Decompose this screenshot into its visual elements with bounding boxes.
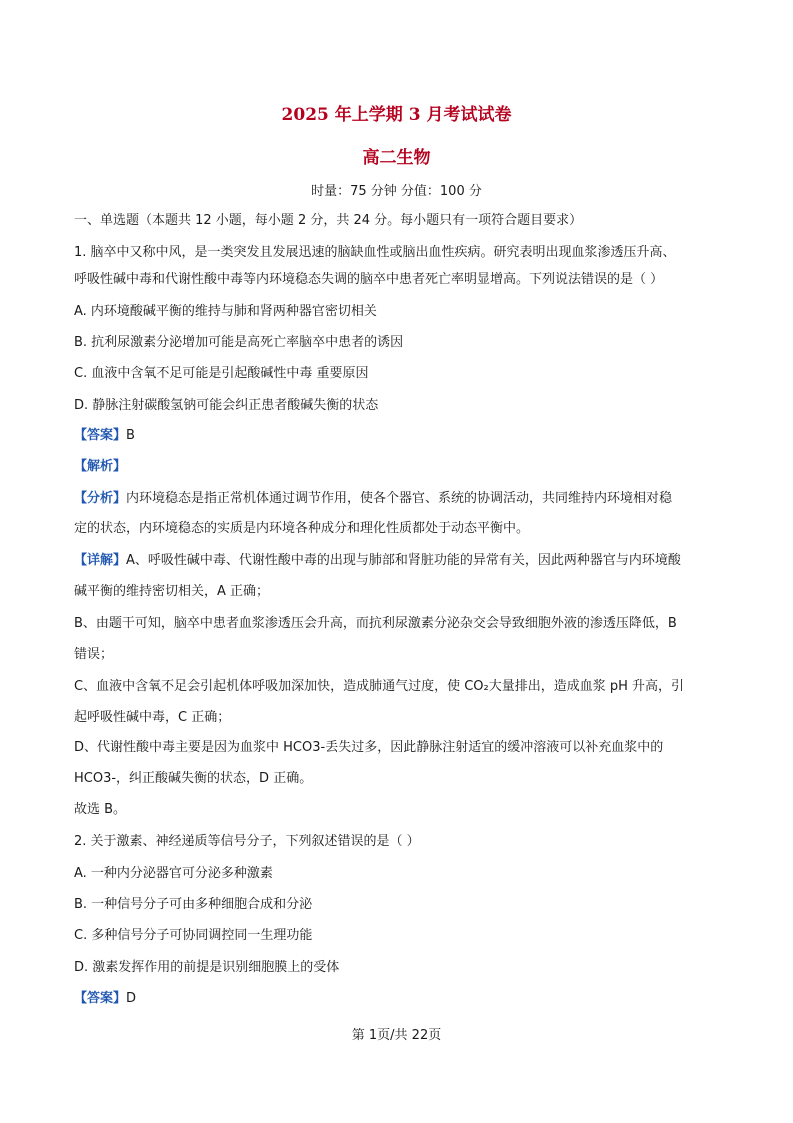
fenxi-tag: 【分析】 xyxy=(74,491,127,506)
q1-stem-line-2: 呼吸性碱中毒和代谢性酸中毒等内环境稳态失调的脑卒中患者死亡率明显增高。下列说法错误的是（ ） xyxy=(74,272,664,287)
exam-meta: 时量：75 分钟 分值：100 分 xyxy=(311,184,482,199)
q1-xiangjie-b-line-2: 错误； xyxy=(74,647,114,662)
q1-fenxi-line-2: 定的状态，内环境稳态的实质是内环境各种成分和理化性质都处于动态平衡中。 xyxy=(74,521,530,536)
q2-stem: 2. 关于激素、神经递质等信号分子，下列叙述错误的是（ ） xyxy=(74,834,420,849)
answer-tag: 【答案】 xyxy=(74,991,127,1006)
fenxi-text-1: 内环境稳态是指正常机体通过调节作用，使各个器官、系统的协调活动，共同维持内环境相对稳 xyxy=(126,491,673,506)
q1-fenxi-line-1 xyxy=(74,491,724,507)
q1-xiangjie-a-line-1 xyxy=(74,553,724,569)
exam-title: 2025 年上学期 3 月考试试卷 xyxy=(281,105,512,125)
section-heading: 一、单选题（本题共 12 小题，每小题 2 分，共 24 分。每小题只有一项符合题目要求） xyxy=(74,213,583,228)
answer-value: B xyxy=(126,428,135,443)
q2-option-c: C. 多种信号分子可协同调控同一生理功能 xyxy=(74,928,313,943)
q1-xiangjie-a-line-2: 碱平衡的维持密切相关，A 正确； xyxy=(74,584,270,599)
q2-option-a: A. 一种内分泌器官可分泌多种激素 xyxy=(74,866,273,881)
q1-xiangjie-c-line-2: 起呼吸性碱中毒，C 正确； xyxy=(74,710,231,725)
q2-option-d: D. 激素发挥作用的前提是识别细胞膜上的受体 xyxy=(74,960,340,975)
q1-xiangjie-c-line-1: C、血液中含氧不足会引起机体呼吸加深加快，造成肺通气过度，使 CO₂大量排出，造成血浆 pH 升高，引 xyxy=(74,679,685,694)
page-footer: 第 1页/共 22页 xyxy=(351,1028,442,1043)
q1-option-b: B. 抗利尿激素分泌增加可能是高死亡率脑卒中患者的诱因 xyxy=(74,335,404,350)
q1-xiangjie-d-line-1: D、代谢性酸中毒主要是因为血浆中 HCO3-丢失过多，因此静脉注射适宜的缓冲溶液可以补充血浆中的 xyxy=(74,740,664,755)
q1-answer xyxy=(74,428,724,444)
q1-option-a: A. 内环境酸碱平衡的维持与肺和肾两种器官密切相关 xyxy=(74,304,377,319)
q1-option-d: D. 静脉注射碳酸氢钠可能会纠正患者酸碱失衡的状态 xyxy=(74,398,379,413)
q1-xiangjie-d-line-2: HCO3-，纠正酸碱失衡的状态，D 正确。 xyxy=(74,771,313,786)
xiangjie-tag: 【详解】 xyxy=(74,553,127,568)
subject-title: 高二生物 xyxy=(362,148,431,168)
q1-option-c: C. 血液中含氧不足可能是引起酸碱性中毒 重要原因 xyxy=(74,366,369,381)
q2-option-b: B. 一种信号分子可由多种细胞合成和分泌 xyxy=(74,897,313,912)
answer-value: D xyxy=(126,991,137,1006)
q1-xiangjie-b-line-1: B、由题干可知，脑卒中患者血浆渗透压会升高，而抗利尿激素分泌杂交会导致细胞外液的渗透压降低，B xyxy=(74,616,677,631)
q2-answer xyxy=(74,991,724,1007)
q1-conclusion: 故选 B。 xyxy=(74,802,127,817)
q1-stem-line-1: 1. 脑卒中又称中风，是一类突发且发展迅速的脑缺血性或脑出血性疾病。研究表明出现血浆渗透压升高、 xyxy=(74,245,676,260)
xj-a-text-1: A、呼吸性碱中毒、代谢性酸中毒的出现与肺部和肾脏功能的异常有关，因此两种器官与内环境酸 xyxy=(126,553,681,568)
answer-tag: 【答案】 xyxy=(74,428,127,443)
q1-analysis-heading xyxy=(74,459,724,475)
analysis-tag: 【解析】 xyxy=(74,459,127,474)
